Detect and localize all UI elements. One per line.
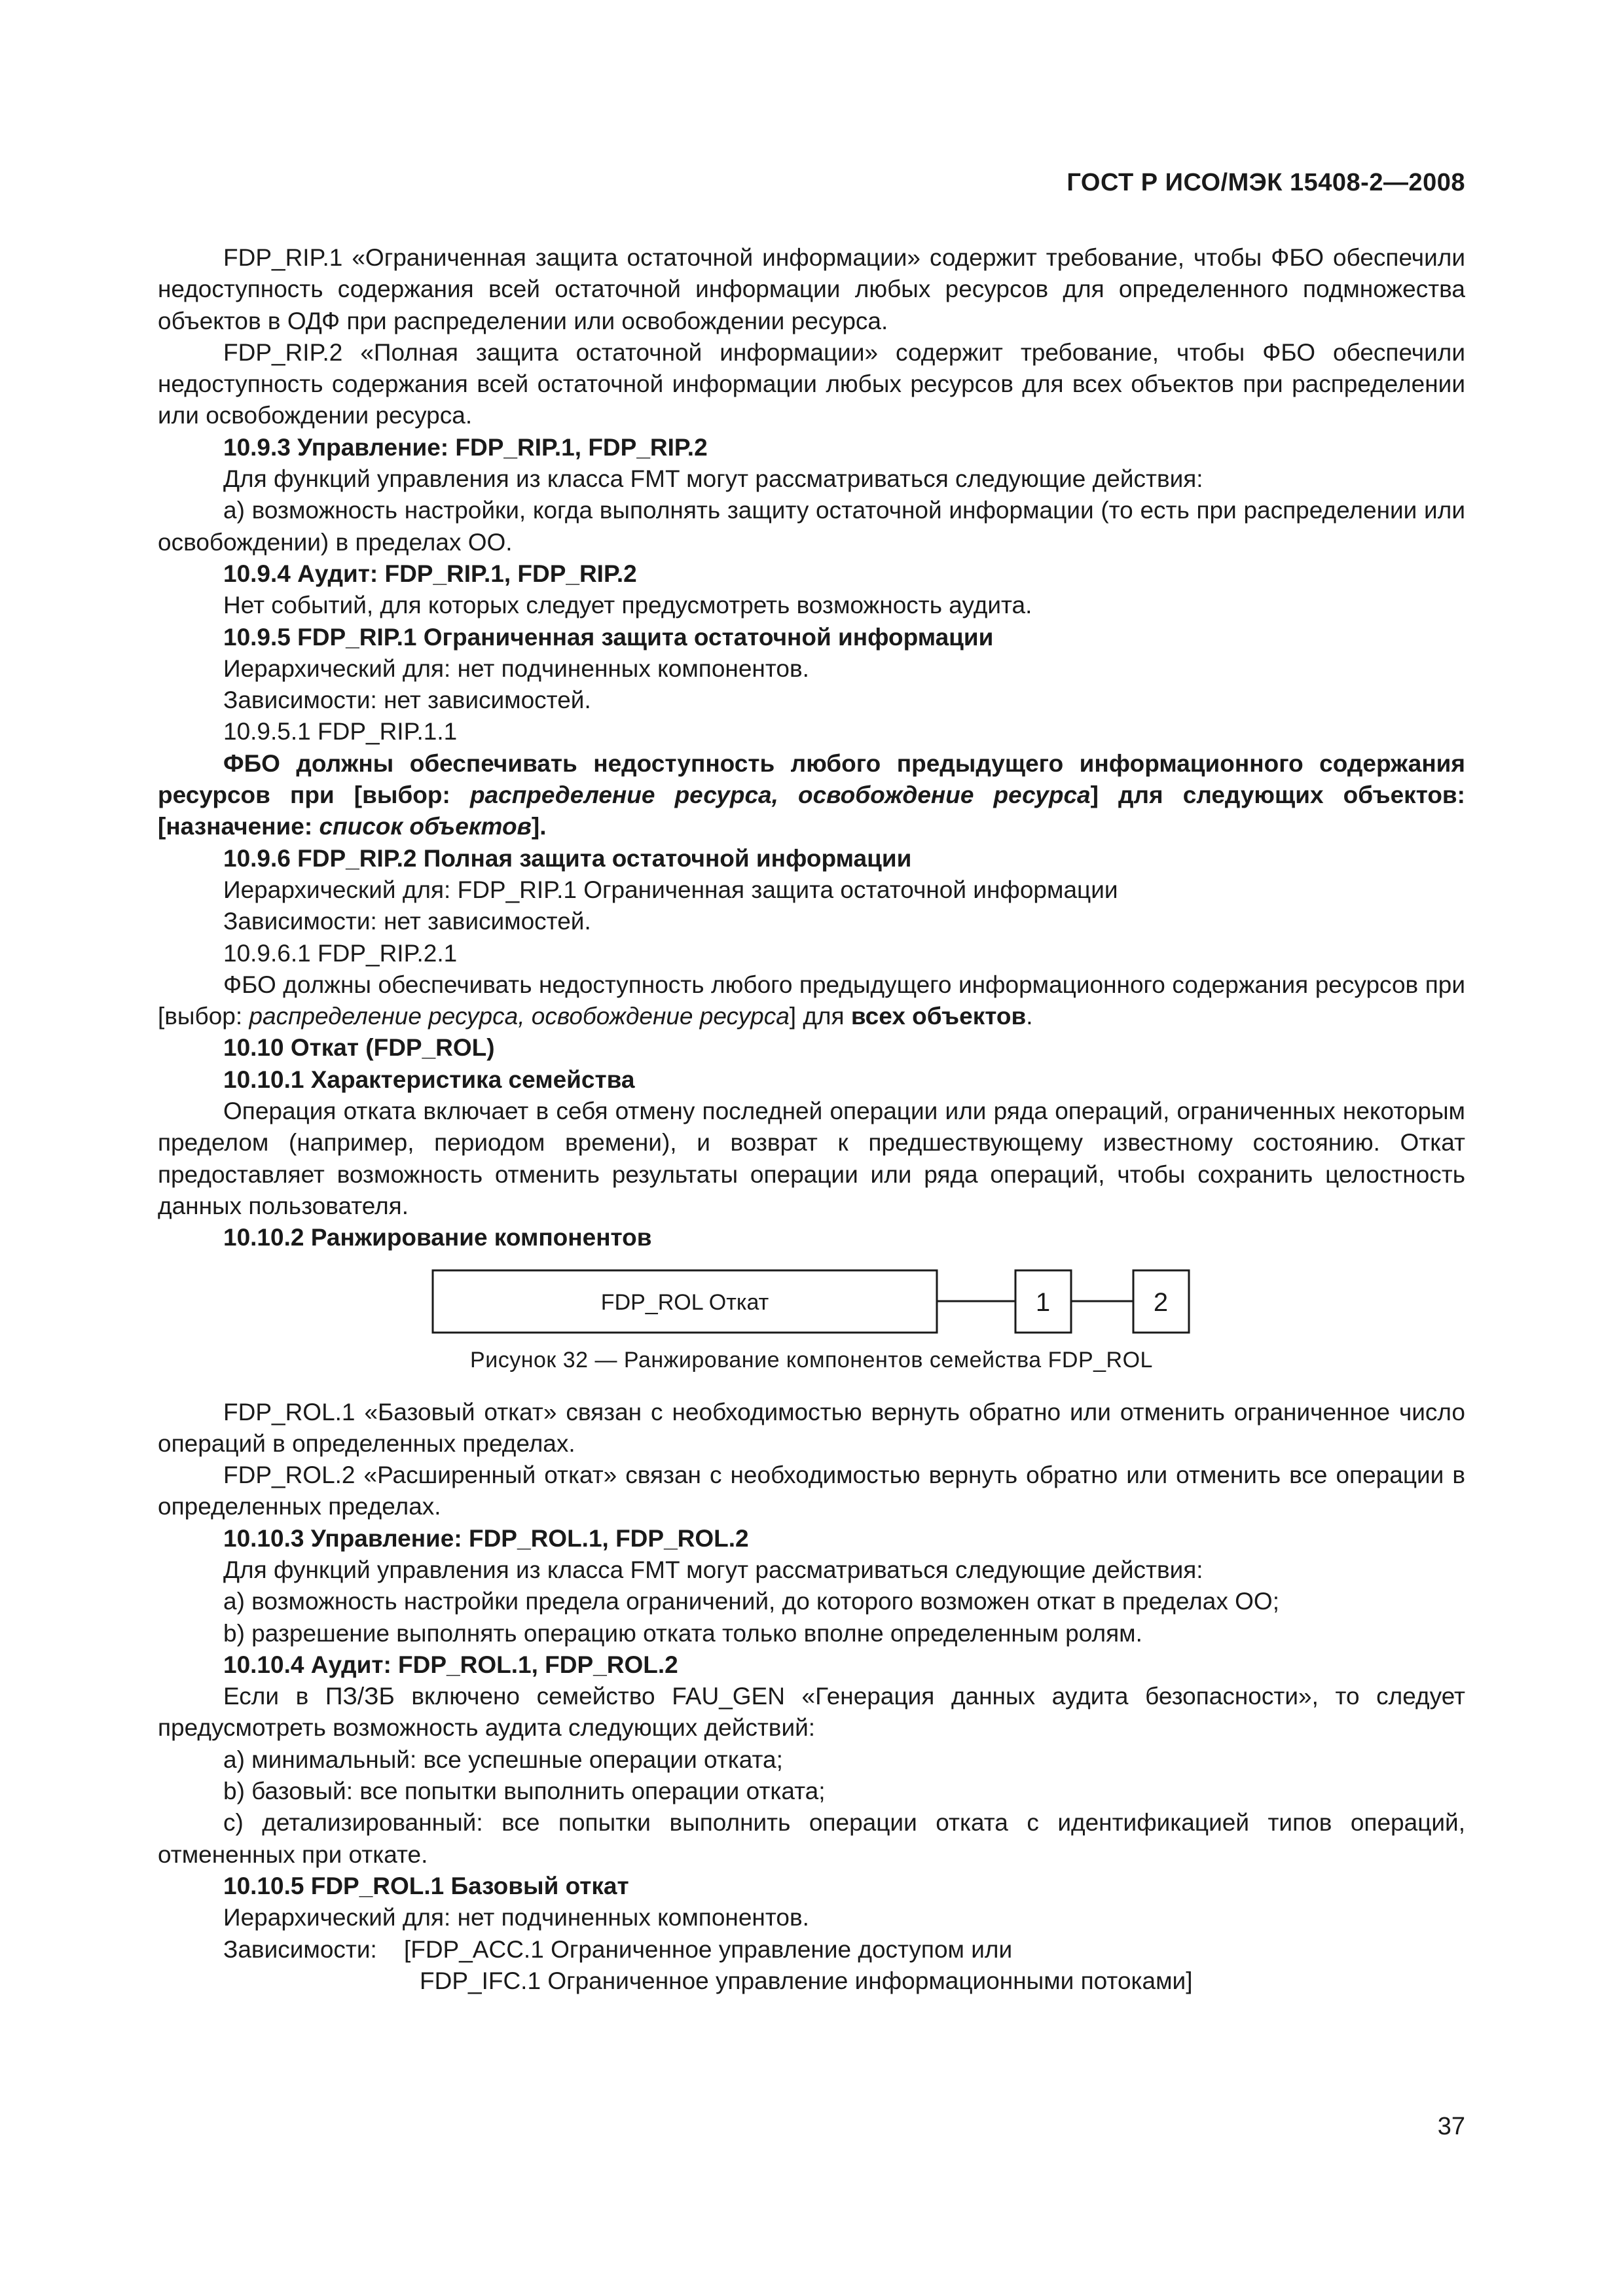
requirement-text [158, 969, 1465, 1033]
paragraph: Для функций управления из класса FMT могут рассматриваться следующие действия: [223, 465, 1203, 493]
req-selection: распределение ресурса, освобождение ресурса [469, 781, 1091, 809]
figure-caption: Рисунок 32 — Ранжирование компонентов семейства FDP_ROL [470, 1347, 1153, 1372]
req-emphasis: всех объектов [850, 1003, 1027, 1030]
paragraph: Иерархический для: нет подчиненных компонентов. [223, 655, 809, 682]
req-part: . [1026, 1003, 1033, 1030]
paragraph: Если в ПЗ/ЗБ включено семейство FAU_GEN «Генерация данных аудита безопасности», то следует предусмотреть возможность аудита следующих действий: [158, 1683, 1465, 1742]
section-heading: 10.9.5 FDP_RIP.1 Ограниченная защита остаточной информации [223, 623, 994, 651]
component-level-2: 2 [1153, 1287, 1169, 1317]
dependencies-label: Зависимости: [223, 1935, 377, 1963]
paragraph: Иерархический для: FDP_RIP.1 Ограниченная защита остаточной информации [223, 876, 1118, 903]
section-heading: 10.9.3 Управление: FDP_RIP.1, FDP_RIP.2 [223, 433, 708, 461]
req-selection: распределение ресурса, освобождение ресурса [249, 1003, 790, 1030]
paragraph: FDP_RIP.2 «Полная защита остаточной информации» содержит требование, чтобы ФБО обеспечили недоступность содержания всей остаточной информации любых ресурсов для всех объектов при распределении или освобождении ресурса. [158, 338, 1465, 429]
section-heading: 10.10.3 Управление: FDP_ROL.1, FDP_ROL.2 [223, 1524, 749, 1552]
paragraph: Для функций управления из класса FMT могут рассматриваться следующие действия: [223, 1556, 1203, 1583]
element-id: 10.9.6.1 FDP_RIP.2.1 [223, 939, 458, 967]
leveling-diagram [158, 1254, 1465, 1339]
family-box-label: FDP_ROL Откат [600, 1289, 769, 1315]
list-item: а) возможность настройки предела ограничений, до которого возможен откат в пределах ОО; [223, 1588, 1279, 1615]
section-heading: 10.10.5 FDP_ROL.1 Базовый откат [223, 1872, 629, 1899]
section-heading: 10.9.6 FDP_RIP.2 Полная защита остаточной информации [223, 844, 912, 872]
paragraph: Зависимости: нет зависимостей. [223, 687, 591, 714]
req-part: ] для [789, 1003, 851, 1030]
list-item: а) возможность настройки, когда выполнять защиту остаточной информации (то есть при распределении или освобождении) в пределах ОО. [158, 497, 1465, 556]
list-item: с) детализированный: все попытки выполнить операции отката с идентификацией типов операций, отмененных при откате. [158, 1809, 1465, 1868]
paragraph: Операция отката включает в себя отмену последней операции или ряда операций, ограниченных некоторым пределом (например, периодом времени), и возврат к предшествующему известному состоянию. Откат предоставляет возможность отменить результаты операции или ряда операций, чтобы сохранить целостность данных пользователя. [158, 1098, 1465, 1219]
list-item: b) разрешение выполнять операцию отката только вполне определенным ролям. [223, 1619, 1142, 1647]
dependency-item: [FDP_ACC.1 Ограниченное управление доступом или [403, 1935, 1013, 1963]
paragraph: FDP_ROL.1 «Базовый откат» связан с необходимостью вернуть обратно или отменить ограниченное число операций в определенных пределах. [158, 1398, 1465, 1457]
req-part: ]. [531, 813, 547, 840]
list-item: а) минимальный: все успешные операции отката; [223, 1746, 783, 1773]
req-part: ФБО должны обеспечивать недоступность любого предыдущего информационного содержания ресурсов при [выбор: [158, 749, 1465, 809]
paragraph: Нет событий, для которых следует предусмотреть возможность аудита. [223, 592, 1032, 619]
page-number: 37 [1437, 2113, 1465, 2140]
element-id: 10.9.5.1 FDP_RIP.1.1 [223, 718, 458, 745]
section-heading: 10.10.1 Характеристика семейства [223, 1066, 635, 1093]
dependency-item: FDP_IFC.1 Ограниченное управление информационными потоками] [420, 1967, 1193, 1994]
req-part: ] для следующих объектов: [назначение: [158, 781, 1466, 840]
requirement-text [158, 748, 1465, 843]
standard-header: ГОСТ Р ИСО/МЭК 15408-2—2008 [1067, 169, 1465, 196]
paragraph: FDP_ROL.2 «Расширенный откат» связан с необходимостью вернуть обратно или отменить все операции в определенных пределах. [158, 1462, 1465, 1520]
section-heading: 10.9.4 Аудит: FDP_RIP.1, FDP_RIP.2 [223, 560, 637, 587]
req-assignment: список объектов [319, 813, 532, 840]
section-heading: 10.10.2 Ранжирование компонентов [223, 1224, 652, 1251]
document-body [158, 242, 1465, 1997]
req-part: ФБО должны обеспечивать недоступность любого предыдущего информационного содержания ресурсов при [выбор: [158, 971, 1465, 1030]
section-heading: 10.10 Откат (FDP_ROL) [223, 1034, 495, 1062]
paragraph: Зависимости: нет зависимостей. [223, 908, 591, 935]
component-level-1: 1 [1035, 1287, 1051, 1317]
dependencies-line [158, 1934, 1465, 1965]
list-item: b) базовый: все попытки выполнить операции отката; [223, 1778, 826, 1805]
component-leveling-figure [158, 1254, 1465, 1397]
section-heading: 10.10.4 Аудит: FDP_ROL.1, FDP_ROL.2 [223, 1651, 678, 1678]
paragraph: Иерархический для: нет подчиненных компонентов. [223, 1904, 809, 1931]
paragraph: FDP_RIP.1 «Ограниченная защита остаточной информации» содержит требование, чтобы ФБО обеспечили недоступность содержания всей остаточной информации любых ресурсов для определенного подмножества объектов в ОДФ при распределении или освобождении ресурса. [158, 244, 1465, 334]
